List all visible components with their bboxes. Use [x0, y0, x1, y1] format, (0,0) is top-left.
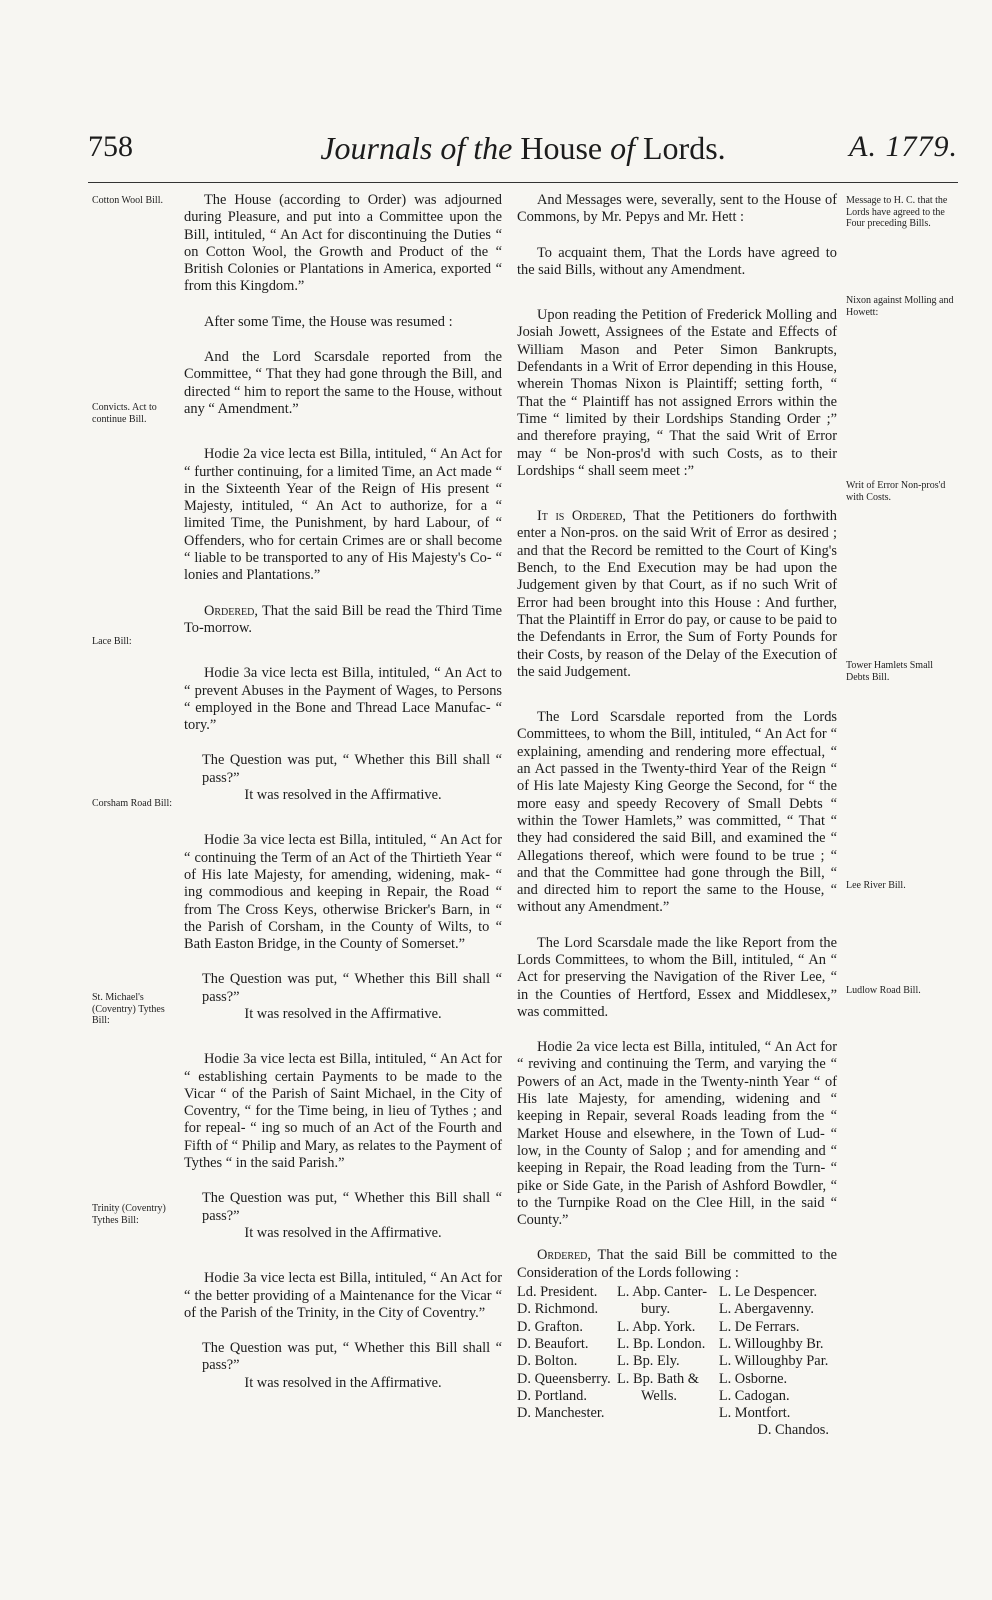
committee-col-2	[617, 1284, 719, 1422]
margin-note-corsham: Corsham Road Bill:	[92, 798, 172, 809]
scarsdale-report: And the Lord Scarsdale reported from the Committee, “ That they had gone through the Bill, and directed “ him to report the same to the House, without any “ Amendment.”	[184, 349, 502, 417]
lee-river-report: The Lord Scarsdale made the like Report from the Lords Committees, to whom the Bill, intituled, “ An “ Act for preserving the Navigation of the River Lee, “ in the Counties of Hertford, Essex and Middlesex,” was committed.	[517, 934, 837, 1020]
resolved-affirmative: It was resolved in the Affirmative.	[244, 787, 442, 804]
lord-name: D. Queensberry.	[517, 1370, 611, 1387]
committee-order-text: That the said Bill be committed to the Consideration of the Lords following :	[517, 1247, 837, 1281]
margin-note-trinity: Trinity (Coventry) Tythes Bill:	[92, 1203, 166, 1226]
margin-note-michael: St. Michael's (Coventry) Tythes Bill:	[92, 992, 165, 1026]
lord-name: L. Willoughby Par.	[718, 1353, 829, 1370]
lord-name: L. Osborne.	[718, 1370, 788, 1387]
ludlow-bill-entry: Hodie 2a vice lecta est Billa, intituled, “ An Act for “ reviving and continuing the Term, and varying the “ Powers of an Act, made in the Twenty-ninth Year “ of His late Majesty, for amending, widening and “ keeping in Repair, several Roads leading from the “ Market House and elsewhere, in the Town of Lud- “ low, in the County of Salop ; and for amending and “ keeping in Repair, the Road leading from the Turn- “ pike or Side Gate, in the Parish of Ashford Bowdler, “ to the Turnpike Road on the Clee Hill, in the said “ County.”	[517, 1039, 837, 1229]
lord-name: D. Portland.	[517, 1387, 587, 1404]
margin-note-lace: Lace Bill:	[92, 636, 132, 647]
left-column	[184, 192, 502, 1392]
tower-hamlets-report: The Lord Scarsdale reported from the Lords Committees, to whom the Bill, intituled, “ An Act for “ explaining, amending and rendering more effectual, “ an Act passed in the Twenty-third Year of the Reign “ of His late Majesty King George the Second, for “ the more easy and speedy Recovery of Small Debts “ within the Tower Hamlets,” was committed, “ That “ they had considered the said Bill, and examined the “ Allegations thereof, which were found to be true ; “ and that the Committee had gone through the Bill, “ and directed him to report the same to the House, “ without any Amendment.”	[517, 709, 837, 916]
trinity-bill-entry: Hodie 3a vice lecta est Billa, intituled, “ An Act for “ the better providing of a Maintenance for the Vicar “ of the Parish of the Trinity, in the City of Coventry.”	[184, 1270, 502, 1321]
writ-order-text: That the Petitioners do forthwith enter a Non-pros. on the said Writ of Error as desired ; and that the Record be remitted to the Court of King's Bench, to the End Execution may be had upon the Judgement given by that Court, as if no such Writ of Error had been brought into this House : And further, That the Plaintiff in Error do pay, or cause to be paid to the Defendants in Error, the Sum of Forty Pounds for their Costs, by reason of the Delay of the Execution of the said Judgement.	[517, 508, 837, 680]
page-title	[88, 130, 958, 167]
lord-name-last: D. Chandos.	[757, 1422, 829, 1439]
lord-name: L. Abergavenny.	[718, 1301, 814, 1318]
question-put: The Question was put, “ Whether this Bill shall “ pass?”	[202, 1190, 502, 1224]
cotton-wool-entry: The House (according to Order) was adjourned during Pleasure, and put into a Committee upon the Bill, intituled, “ An Act for discontinuing the Duties “ on Cotton Wool, the Growth and Product of the “ British Colonies or Plantations in America, exported “ from this Kingdom.”	[184, 192, 502, 295]
page-year: A. 1779.	[849, 130, 958, 163]
ordered-word: Ordered,	[537, 1247, 591, 1264]
lord-name: L. Cadogan.	[718, 1387, 790, 1404]
title-word-lords: Lords.	[642, 130, 726, 166]
lord-name: L. Bp. Bath &	[617, 1370, 699, 1387]
lord-name: Ld. President.	[517, 1284, 598, 1301]
question-put: The Question was put, “ Whether this Bill shall “ pass?”	[202, 1340, 502, 1374]
margin-note-nixon: Nixon against Molling and Howett:	[846, 295, 954, 318]
third-time-order-text: That the said Bill be read the Third Time To-morrow.	[184, 602, 502, 636]
title-word-house: House	[520, 130, 603, 166]
lord-name: Wells.	[641, 1387, 678, 1404]
title-word-journals: Journals	[320, 130, 433, 166]
resolved-affirmative: It was resolved in the Affirmative.	[244, 1374, 442, 1391]
margin-note-cotton: Cotton Wool Bill.	[92, 195, 163, 206]
lord-name: L. Willoughby Br.	[718, 1335, 824, 1352]
margin-note-message: Message to H. C. that the Lords have agreed to the Four preceding Bills.	[846, 195, 948, 229]
house-resumed: After some Time, the House was resumed :	[204, 313, 453, 330]
lord-name: L. Bp. Ely.	[617, 1353, 680, 1370]
page-number: 758	[88, 130, 133, 163]
resolved-affirmative: It was resolved in the Affirmative.	[244, 1224, 442, 1241]
lord-name: L. Abp. Canter-	[617, 1284, 708, 1301]
lord-name: L. Montfort.	[718, 1405, 791, 1422]
corsham-bill-entry: Hodie 3a vice lecta est Billa, intituled, “ An Act for “ continuing the Term of an Act of the Thirtieth Year “ of His late Majesty, for amending, widening, mak- “ ing commodious and keeping in Repair, the Road “ from The Cross Keys, otherwise Bricker's Barn, in “ the Parish of Corsham, in the County of Wilts, to “ Bath Easton Bridge, in the County of Somerset.”	[184, 832, 502, 953]
margin-note-writ: Writ of Error Non-pros'd with Costs.	[846, 480, 946, 503]
question-put: The Question was put, “ Whether this Bill shall “ pass?”	[202, 971, 502, 1005]
lace-bill-entry: Hodie 3a vice lecta est Billa, intituled, “ An Act to “ prevent Abuses in the Payment of Wages, to Persons “ employed in the Bone and Thread Lace Manufac- “ tory.”	[184, 665, 502, 734]
acquaint-commons: To acquaint them, That the Lords have agreed to the said Bills, without any Amendment.	[517, 244, 837, 278]
lord-name: L. De Ferrars.	[718, 1318, 800, 1335]
petition-entry: Upon reading the Petition of Frederick Molling and Josiah Jowett, Assignees of the Estate and Effects of William Mason and Peter Simon Bankrupts, Defendants in a Writ of Error depending in this House, wherein Thomas Nixon is Plaintiff; setting forth, “ That the “ Plaintiff has not assigned Errors within the Time “ limited by their Lordships Standing Order ;” and therefore praying, “ That the said Writ of Error may “ be Non-pros'd with such Costs, as to their Lordships “ shall seem meet :”	[517, 307, 837, 479]
resolved-affirmative: It was resolved in the Affirmative.	[244, 1005, 442, 1022]
st-michael-bill-entry: Hodie 3a vice lecta est Billa, intituled, “ An Act for “ establishing certain Payments to be made to the Vicar “ of the Parish of Saint Michael, in the City of Coventry, “ for the Time being, in lieu of Tythes ; and for repeal- “ ing so much of an Act of the Fourth and Fifth of “ Philip and Mary, as relates to the Payment of Tythes “ in the said Parish.”	[184, 1051, 502, 1172]
third-time-order	[184, 603, 502, 638]
right-column	[517, 192, 837, 1440]
lord-name: D. Bolton.	[517, 1353, 578, 1370]
lord-name: L. Le Despencer.	[718, 1284, 818, 1301]
writ-order	[517, 508, 837, 681]
lord-name: L. Bp. London.	[617, 1335, 706, 1352]
lord-name: D. Manchester.	[517, 1405, 605, 1422]
lord-name: bury.	[641, 1301, 671, 1318]
margin-note-tower: Tower Hamlets Small Debts Bill.	[846, 660, 934, 683]
margin-note-ludlow: Ludlow Road Bill.	[846, 985, 921, 996]
lord-name: D. Beaufort.	[517, 1335, 589, 1352]
page-header	[88, 130, 958, 180]
ordered-word: Ordered,	[204, 602, 258, 619]
committee-col-3	[719, 1284, 837, 1422]
committee-list	[517, 1284, 837, 1422]
it-is-ordered: It is Ordered,	[537, 508, 626, 525]
lord-name: D. Grafton.	[517, 1318, 583, 1335]
messages-sent: And Messages were, severally, sent to the House of Commons, by Mr. Pepys and Mr. Hett :	[517, 192, 837, 226]
header-rule	[88, 182, 958, 183]
title-word-of-the: of the	[440, 130, 513, 166]
question-put: The Question was put, “ Whether this Bill shall “ pass?”	[202, 752, 502, 786]
committee-col-1	[517, 1284, 617, 1422]
committee-order	[517, 1247, 837, 1282]
title-word-of: of	[610, 130, 635, 166]
lord-name: D. Richmond.	[517, 1301, 599, 1318]
convicts-bill-entry: Hodie 2a vice lecta est Billa, intituled, “ An Act for “ further continuing, for a limited Time, an Act made “ in the Sixteenth Year of the Reign of His present “ Majesty, intituled, “ An Act to authorize, for a “ limited Time, the Punishment, by hard Labour, of “ Offenders, who for certain Crimes are or shall become “ liable to be transported to any of His Majesty's Co- “ lonies and Plantations.”	[184, 446, 502, 584]
margin-note-convicts: Convicts. Act to continue Bill.	[92, 402, 157, 425]
margin-note-lee: Lee River Bill.	[846, 880, 906, 891]
lord-name: L. Abp. York.	[617, 1318, 696, 1335]
